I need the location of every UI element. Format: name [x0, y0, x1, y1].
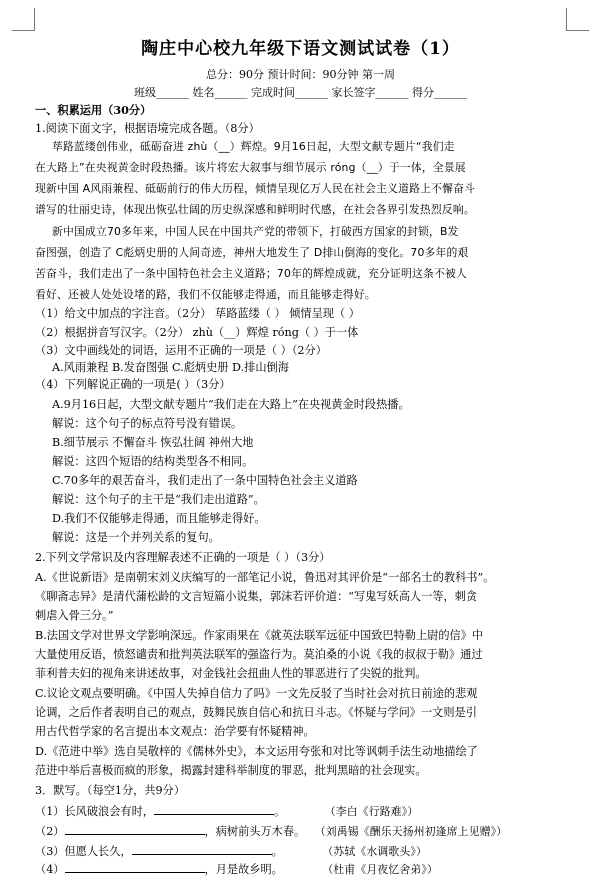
q2-option-line: 范进中举后喜极而疯的形象，揭露封建科举制度的罪恶，批判黑暗的社会现实。	[35, 764, 427, 777]
passage-line: 在大路上”在央视黄金时段热播。该片将宏大叙事与细节展示 róng（__）于一体，全景展	[35, 161, 466, 174]
explanation-line: 解说：这是一个并列关系的复句。	[52, 531, 220, 544]
dictation-line	[35, 823, 581, 840]
q2-option-line: D.《范进中举》选自吴敬梓的《儒林外史》，本文运用夸张和对比等讽刺手法生动地描绘了	[35, 745, 478, 758]
passage-line: 现新中国 A风雨兼程、砥砺前行的伟大历程，倾情呈现亿万人民在社会主义道路上不懈奋斗	[35, 182, 476, 195]
q2-option-line: 《聊斋志异》是清代蒲松龄的文言短篇小说集，郭沫若评价道：“写鬼写妖高人一等，刺贪	[35, 590, 478, 603]
passage-line: 荜路蓝缕创伟业，砥砺奋进 zhù（__）辉煌。9月16日起，大型文献专题片“我们走	[52, 140, 455, 153]
q2-option-line: A.《世说新语》是南朝宋刘义庆编写的一部笔记小说，鲁迅对其评价是“一部名士的教科书”。	[35, 571, 495, 584]
dictation-source: （李白《行路难》）	[324, 805, 419, 818]
answer-blank[interactable]	[65, 861, 205, 873]
dictation-label: （1）长风破浪会有时，	[35, 805, 154, 818]
crop-mark-top-right	[566, 8, 589, 31]
question-1-stem: 1.阅读下面文字，根据语境完成各题。（8分）	[35, 122, 260, 135]
question-3-stem: 3．默写。（每空1分，共9分）	[35, 784, 186, 797]
section-heading: 一、积累运用（30分）	[35, 103, 152, 117]
dictation-label: （2）	[35, 825, 65, 838]
explanation-line: 解说：这个句子的标点符号没有错误。	[52, 417, 243, 430]
passage-line: 苦奋斗，我们走出了一条中国特色社会主义道路；70年的辉煌成就，充分证明这条不被人	[35, 267, 468, 280]
exam-info: 总分：90分 预计时间：90分钟 第一周	[206, 68, 395, 81]
crop-mark-top-left	[12, 8, 35, 31]
answer-blank[interactable]	[132, 843, 272, 855]
dictation-source: （杜甫《月夜忆舍弟》）	[322, 863, 438, 876]
dictation-line	[35, 843, 581, 860]
option-line: A.9月16日起，大型文献专题片“我们走在大路上”在央视黄金时段热播。	[52, 398, 410, 411]
q2-option-line: C.议论文观点要明确。《中国人失掉自信力了吗》一文先反驳了当时社会对抗日前途的悲观	[35, 687, 478, 700]
explanation-line: 解说：这四个短语的结构类型各不相同。	[52, 455, 254, 468]
page-title: 陶庄中心校九年级下语文测试试卷（1）	[141, 39, 460, 59]
q2-option-line: 用古代哲学家的名言提出本文观点：治学要有怀疑精神。	[35, 725, 315, 738]
dictation-tail: 。	[274, 805, 286, 818]
explanation-line: 解说：这个句子的主干是“我们走出道路”。	[52, 493, 265, 506]
dictation-tail: ，病树前头万木春。	[204, 825, 306, 838]
option-line: B.细节展示 不懈奋斗 恢弘壮阔 神州大地	[52, 436, 254, 449]
q2-option-line: 大量使用反语，愤怒谴责和批判英法联军的强盗行为。莫泊桑的小说《我的叔叔于勒》通过	[35, 648, 483, 661]
dictation-label: （3）但愿人长久，	[35, 845, 132, 858]
question-1-sub3-options: A.风雨兼程 B.发奋图强 C.彪炳史册 D.排山倒海	[52, 361, 289, 374]
passage-line: 新中国成立70多年来，中国人民在中国共产党的带领下，打破西方国家的封锁，B发	[52, 225, 459, 238]
dictation-tail: 。	[271, 845, 283, 858]
question-1-sub1: （1）给文中加点的字注音。（2分） 荜路蓝缕（ ） 倾情呈现（ ）	[35, 307, 360, 320]
dictation-source: （苏轼《水调歌头》）	[322, 845, 427, 858]
question-1-sub3: （3）文中画线处的词语，运用不正确的一项是（ ）（2分）	[35, 344, 327, 357]
q2-option-line: B.法国文学对世界文学影响深远。作家雨果在《就英法联军远征中国致巴特勒上尉的信》中	[35, 629, 484, 642]
dictation-source: （刘禹锡《酬乐天扬州初逢席上见赠》）	[314, 825, 508, 838]
student-info: 班级______ 姓名______ 完成时间______ 家长签字______ 得分______	[134, 86, 467, 99]
question-2-stem: 2.下列文学常识及内容理解表述不正确的一项是（ ）（3分）	[35, 551, 331, 564]
q2-option-line: 论调，之后作者表明自己的观点，鼓舞民族自信心和抗日斗志。《怀疑与学问》一文则是引	[35, 706, 477, 719]
passage-line: 看好、还被人处处设堵的路，我们不仅能够走得通，而且能够走得好。	[35, 288, 376, 301]
dictation-line	[35, 803, 581, 820]
question-1-sub2: （2）根据拼音写汉字。（2分） zhù（__）辉煌 róng（ ）于一体	[35, 326, 359, 339]
q2-option-line: 菲利普夫妇的视角来讲述故事，对金钱社会扭曲人性的罪恶进行了尖锐的批判。	[35, 667, 427, 680]
question-1-sub4: （4）下列解说正确的一项是( ）（3分）	[35, 378, 231, 391]
dictation-label: （4）	[35, 863, 65, 876]
answer-blank[interactable]	[154, 803, 274, 815]
option-line: C.70多年的艰苦奋斗，我们走出了一条中国特色社会主义道路	[52, 474, 358, 487]
answer-blank[interactable]	[65, 823, 205, 835]
passage-line: 谱写的壮丽史诗，体现出恢弘壮阔的历史纵深感和鲜明时代感，在社会各界引发热烈反响。	[35, 203, 475, 216]
dictation-line	[35, 861, 581, 878]
option-line: D.我们不仅能够走得通，而且能够走得好。	[52, 512, 266, 525]
q2-option-line: 刺虐入骨三分。”	[35, 609, 114, 622]
dictation-tail: ，月是故乡明。	[204, 863, 283, 876]
passage-line: 奋图强，创造了 C彪炳史册的人间奇迹，神州大地发生了 D排山倒海的变化。70多年的艰	[35, 246, 469, 259]
